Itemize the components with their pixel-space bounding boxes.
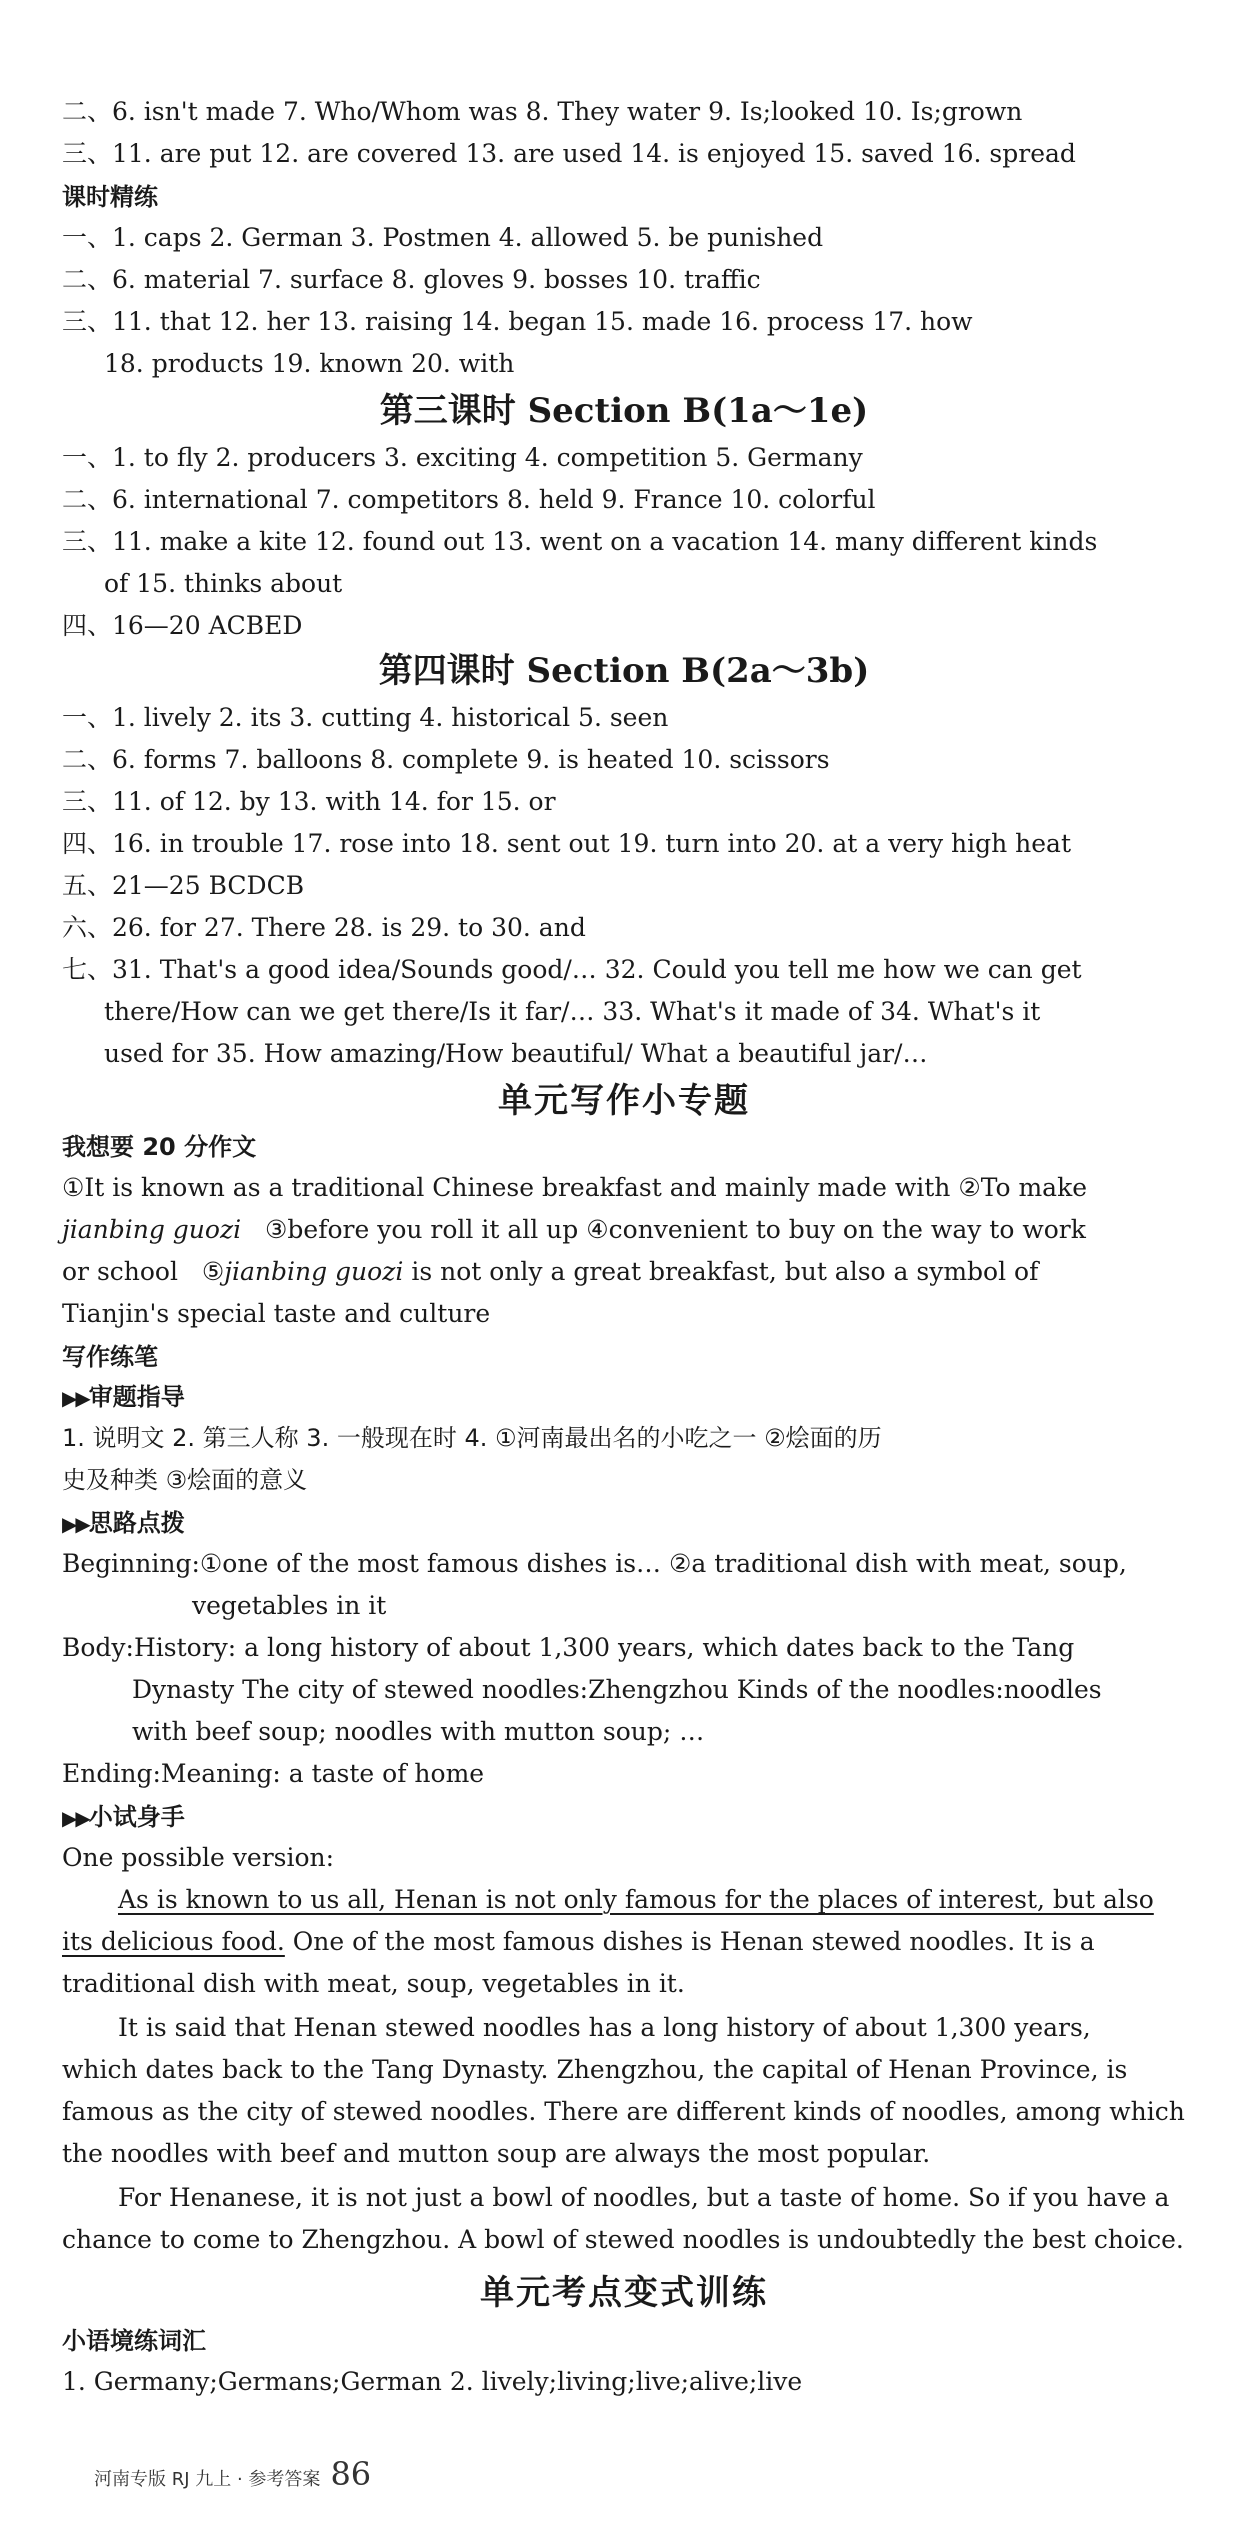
answer-line: of 15. thinks about — [104, 569, 343, 598]
answer-line: 二、6. international 7. competitors 8. held 9. France 10. colorful — [62, 485, 876, 514]
writing-line — [62, 1210, 1098, 1250]
ideas-line: with beef soup; noodles with mutton soup; … — [132, 1717, 705, 1746]
answer-line: 18. products 19. known 20. with — [104, 349, 515, 378]
essay-line: famous as the city of stewed noodles. There are different kinds of noodles, among which — [62, 2097, 1185, 2126]
page-footer — [94, 2455, 371, 2493]
ideas-line: Ending:Meaning: a taste of home — [62, 1759, 485, 1788]
subsection-title: ▶▶审题指导 — [62, 1383, 185, 1411]
subsection-title: ▶▶思路点拨 — [62, 1509, 185, 1537]
unit-heading: 单元考点变式训练 — [480, 2273, 768, 2313]
underlined-sentence: its delicious food. — [62, 1927, 285, 1956]
footer-text: 河南专版 RJ 九上 · 参考答案 — [94, 2469, 321, 2490]
writing-line: Tianjin's special taste and culture — [62, 1299, 491, 1328]
underlined-sentence: As is known to us all, Henan is not only famous for the places of interest, but also — [118, 1885, 1154, 1914]
answer-line: used for 35. How amazing/How beautiful/ What a beautiful jar/… — [104, 1039, 928, 1068]
answer-line: 二、6. isn't made 7. Who/Whom was 8. They water 9. Is;looked 10. Is;grown — [62, 97, 1023, 126]
guide-line: 史及种类 ③烩面的意义 — [62, 1466, 308, 1494]
answer-line: 三、11. are put 12. are covered 13. are used 14. is enjoyed 15. saved 16. spread — [62, 139, 1076, 168]
vocab-line: 1. Germany;Germans;German 2. lively;living;live;alive;live — [62, 2367, 803, 2396]
answer-line: 一、1. caps 2. German 3. Postmen 4. allowed 5. be punished — [62, 223, 824, 252]
answer-line: 二、6. material 7. surface 8. gloves 9. bosses 10. traffic — [62, 265, 761, 294]
ideas-line: Beginning:①one of the most famous dishes is… ②a traditional dish with meat, soup, — [62, 1549, 1127, 1578]
answer-line: there/How can we get there/Is it far/… 33. What's it made of 34. What's it — [104, 997, 1041, 1026]
writing-line: ①It is known as a traditional Chinese breakfast and mainly made with ②To make — [62, 1173, 1088, 1202]
dish-name: jianbing guozi — [62, 1215, 242, 1244]
answer-line: 三、11. make a kite 12. found out 13. went on a vacation 14. many different kinds — [62, 527, 1098, 556]
essay-line: the noodles with beef and mutton soup are always the most popular. — [62, 2139, 931, 2168]
essay-line: which dates back to the Tang Dynasty. Zhengzhou, the capital of Henan Province, is — [62, 2055, 1128, 2084]
circled-number: ⑤ — [201, 1257, 225, 1286]
dish-name: jianbing guozi — [224, 1257, 404, 1286]
essay-intro: One possible version: — [62, 1843, 335, 1872]
section-title: 我想要 20 分作文 — [62, 1133, 257, 1161]
section-title: 小语境练词汇 — [62, 2327, 206, 2355]
answer-line: 一、1. lively 2. its 3. cutting 4. historical 5. seen — [62, 703, 669, 732]
writing-line — [62, 1252, 1098, 1292]
essay-line: chance to come to Zhengzhou. A bowl of stewed noodles is undoubtedly the best choice. — [62, 2225, 1184, 2254]
ideas-line: vegetables in it — [192, 1591, 387, 1620]
lesson-heading: 第四课时 Section B(2a～3b) — [378, 651, 870, 691]
unit-heading: 单元写作小专题 — [498, 1081, 750, 1121]
writing-phrase: ③before you roll it all up ④convenient to buy on the way to work — [264, 1215, 1086, 1244]
essay-line: It is said that Henan stewed noodles has a long history of about 1,300 years, — [118, 2013, 1091, 2042]
section-title: 课时精练 — [62, 183, 158, 211]
answer-line: 一、1. to fly 2. producers 3. exciting 4. competition 5. Germany — [62, 443, 863, 472]
answer-line: 四、16. in trouble 17. rose into 18. sent out 19. turn into 20. at a very high heat — [62, 829, 1072, 858]
answer-line: 三、11. that 12. her 13. raising 14. began 15. made 16. process 17. how — [62, 307, 973, 336]
answer-line: 五、21—25 BCDCB — [62, 871, 305, 900]
writing-phrase: is not only a great breakfast, but also a symbol of — [411, 1257, 1039, 1286]
page-number: 86 — [330, 2455, 372, 2493]
writing-phrase: or school — [62, 1257, 178, 1286]
section-title: 写作练笔 — [62, 1343, 158, 1371]
answer-line: 七、31. That's a good idea/Sounds good/… 32. Could you tell me how we can get — [62, 955, 1082, 984]
ideas-line: Body:History: a long history of about 1,300 years, which dates back to the Tang — [62, 1633, 1075, 1662]
answer-line: 三、11. of 12. by 13. with 14. for 15. or — [62, 787, 556, 816]
answer-line: 二、6. forms 7. balloons 8. complete 9. is heated 10. scissors — [62, 745, 830, 774]
triangle-icon: ▶▶ — [62, 1386, 89, 1410]
answer-line: 四、16—20 ACBED — [62, 611, 303, 640]
guide-line: 1. 说明文 2. 第三人称 3. 一般现在时 4. ①河南最出名的小吃之一 ②烩面的历 — [62, 1424, 882, 1452]
essay-line: For Henanese, it is not just a bowl of noodles, but a taste of home. So if you have a — [118, 2183, 1170, 2212]
essay-line: its delicious food. One of the most famous dishes is Henan stewed noodles. It is a — [62, 1927, 1095, 1956]
answer-line: 六、26. for 27. There 28. is 29. to 30. and — [62, 913, 586, 942]
triangle-icon: ▶▶ — [62, 1806, 89, 1830]
subsection-title: ▶▶小试身手 — [62, 1803, 185, 1831]
ideas-line: Dynasty The city of stewed noodles:Zhengzhou Kinds of the noodles:noodles — [132, 1675, 1102, 1704]
essay-line — [118, 1880, 1154, 1920]
triangle-icon: ▶▶ — [62, 1512, 89, 1536]
essay-line: traditional dish with meat, soup, vegetables in it. — [62, 1969, 685, 1998]
lesson-heading: 第三课时 Section B(1a～1e) — [379, 391, 869, 431]
